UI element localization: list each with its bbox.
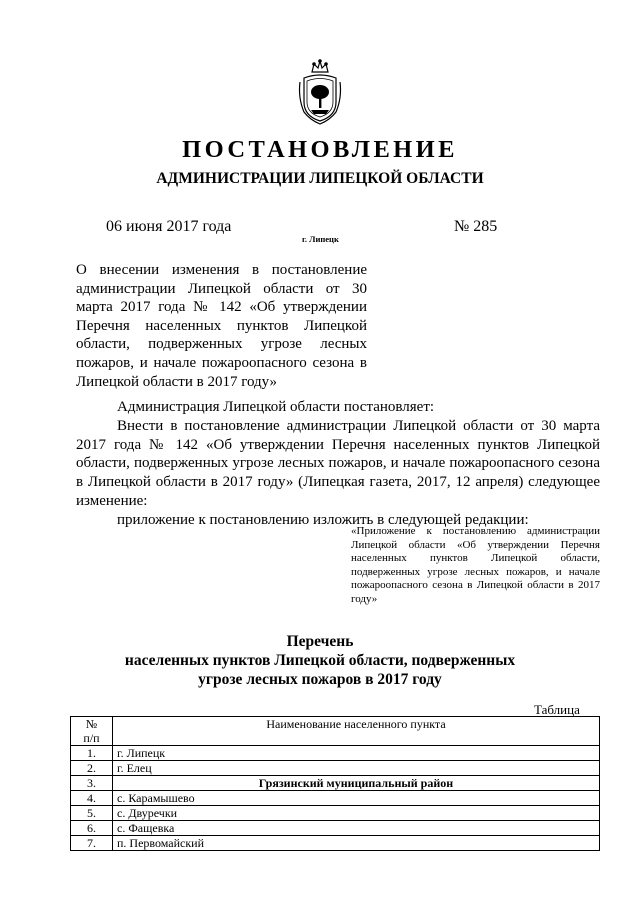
list-title-line: угрозе лесных пожаров в 2017 году [198,671,442,688]
row-name: с. Двуречки [113,806,600,821]
row-name: г. Елец [113,761,600,776]
document-date: 06 июня 2017 года [106,218,232,235]
list-title-line: населенных пунктов Липецкой области, подверженных [124,652,516,669]
row-number: 5. [71,806,113,821]
row-name: г. Липецк [113,746,600,761]
document-subject: О внесении изменения в постановление администрации Липецкой области от 30 марта 2017 года № 142 «Об утверждении Перечня населенных пунктов Липецкой области, подверженных угрозе лесных пожаров, и начале пожароопасного сезона в Липецкой области в 2017 году» [76,262,367,390]
appendix-note: «Приложение к постановлению администрации Липецкой области «Об утверждении Перечня населенных пунктов Липецкой области, подверженных угрозе лесных пожаров, и начале пожароопасного сезона в Липецкой области в 2017 году» [351,525,600,605]
row-name: с. Карамышево [113,791,600,806]
table-row [71,761,600,776]
table-row [71,791,600,806]
document-subtitle: АДМИНИСТРАЦИИ ЛИПЕЦКОЙ ОБЛАСТИ [156,170,484,187]
table-row [71,806,600,821]
table-row [71,821,600,836]
row-number: 1. [71,746,113,761]
body-paragraph: Внести в постановление администрации Липецкой области от 30 марта 2017 года № 142 «Об утверждении Перечня населенных пунктов Липецкой области, подверженных угрозе лесных пожаров, и начале пожароопасного сезона в Липецкой области в 2017 году» (Липецкая газета, 2017, 12 апреля) следующее изменение: [76,417,600,509]
table-row [71,836,600,851]
list-title [0,632,640,689]
coat-of-arms-icon [296,58,344,126]
header-number-abbr: п/п [83,731,100,745]
row-number: 6. [71,821,113,836]
list-title-line: Перечень [286,633,354,650]
document-city: г. Липецк [302,234,339,244]
table-label: Таблица [534,702,580,717]
settlements-table [70,716,600,851]
row-name: п. Первомайский [113,836,600,851]
header-number-symbol: № [85,717,98,731]
body-paragraph: Администрация Липецкой области постановляет: [117,399,435,415]
row-number: 7. [71,836,113,851]
document-number: № 285 [454,218,498,235]
row-number: 2. [71,761,113,776]
table-row [71,776,600,791]
document-body [76,398,600,530]
row-number: 3. [71,776,113,791]
row-number: 4. [71,791,113,806]
table-header-row [71,717,600,746]
document-title: ПОСТАНОВЛЕНИЕ [182,136,458,163]
body-paragraph: приложение к постановлению изложить в следующей редакции: [117,511,529,528]
row-name: с. Фащевка [113,821,600,836]
header-name-cell: Наименование населенного пункта [113,717,600,746]
header-number-cell [71,717,113,746]
table-row [71,746,600,761]
row-name: Грязинский муниципальный район [113,776,600,791]
